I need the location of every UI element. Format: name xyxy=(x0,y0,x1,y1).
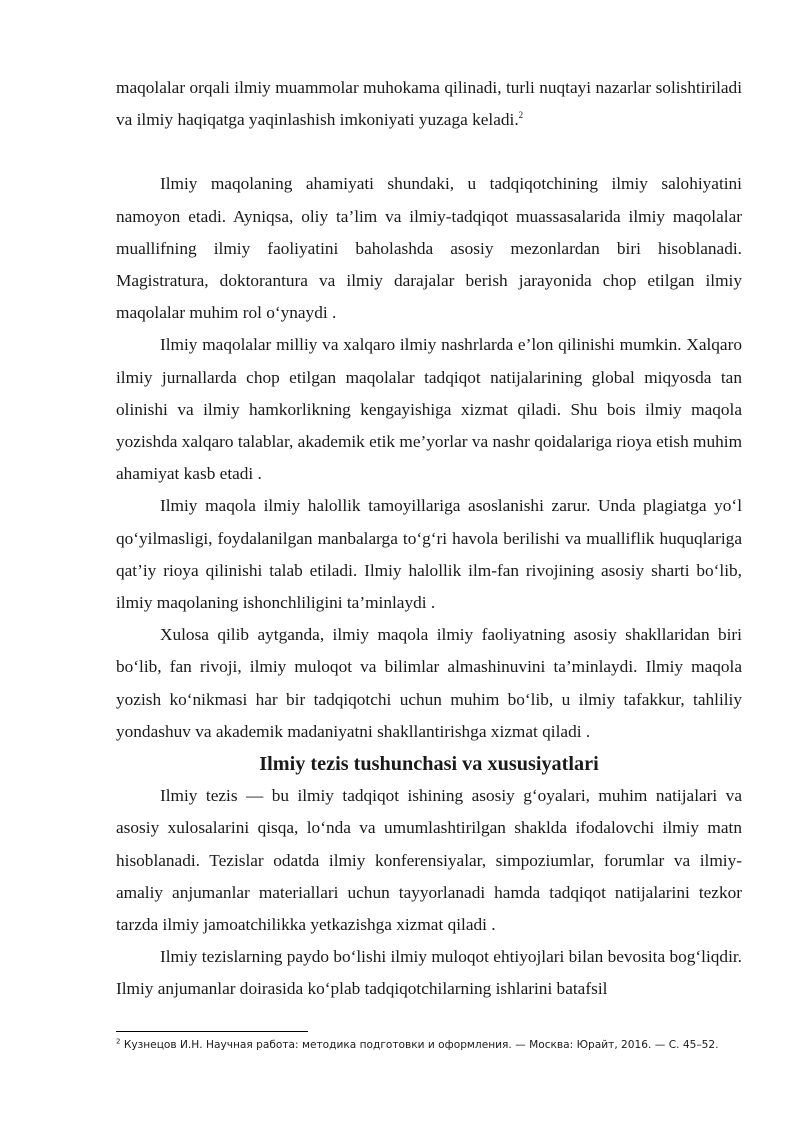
paragraph-continuation xyxy=(116,72,742,136)
footnote-text: Кузнецов И.Н. Научная работа: методика подготовки и оформления. — Москва: Юрайт, 2016. — С. 45–52. xyxy=(120,1039,719,1051)
footnote-number: 2 xyxy=(116,1037,121,1046)
paragraph-text: maqolalar orqali ilmiy muammolar muhokama qilinadi, turli nuqtayi nazarlar solishtiriladi va ilmiy haqiqatga yaqinlashish imkoniyati yuzaga keladi. xyxy=(116,78,742,130)
section-heading: Ilmiy tezis tushunchasi va xususiyatlari xyxy=(259,753,599,776)
paragraph: Ilmiy maqolaning ahamiyati shundaki, u tadqiqotchining ilmiy salohiyatini namoyon etadi. Ayniqsa, oliy ta’lim va ilmiy-tadqiqot muassasalarida ilmiy maqolalar muallifning ilmiy faoliyatini baholashda asosiy mezonlardan biri hisoblanadi. Magistratura, doktorantura va ilmiy darajalar berish jarayonida chop etilgan ilmiy maqolalar muhim rol o‘ynaydi . xyxy=(116,174,742,323)
body-text xyxy=(116,72,742,1006)
paragraph: Ilmiy tezis — bu ilmiy tadqiqot ishining asosiy g‘oyalari, muhim natijalari va asosiy xulosalarini qisqa, lo‘nda va umumlashtirilgan shaklda ifodalovchi ilmiy matn hisoblanadi. Tezislar odatda ilmiy konferensiyalar, simpoziumlar, forumlar va ilmiy-amaliy anjumanlar materiallari uchun tayyorlanadi hamda tadqiqot natijalarini tezkor tarzda ilmiy jamoatchilikka yetkazishga xizmat qiladi . xyxy=(116,786,742,935)
footnote-divider xyxy=(116,1031,308,1032)
paragraph: Ilmiy tezislarning paydo bo‘lishi ilmiy muloqot ehtiyojlari bilan bevosita bog‘liqdir. Ilmiy anjumanlar doirasida ko‘plab tadqiqotchilarning ishlarini batafsil xyxy=(116,947,742,999)
paragraph: Ilmiy maqolalar milliy va xalqaro ilmiy nashrlarda e’lon qilinishi mumkin. Xalqaro ilmiy jurnallarda chop etilgan maqolalar tadqiqot natijalarining global miqyosda tan olinishi va ilmiy hamkorlikning kengayishiga xizmat qiladi. Shu bois ilmiy maqola yozishda xalqaro talablar, akademik etik me’yorlar va nashr qoidalariga rioya etish muhim ahamiyat kasb etadi . xyxy=(116,335,743,484)
paragraph: Xulosa qilib aytganda, ilmiy maqola ilmiy faoliyatning asosiy shakllaridan biri bo‘lib, fan rivoji, ilmiy muloqot va bilimlar almashinuvini ta’minlaydi. Ilmiy maqola yozish ko‘nikmasi har bir tadqiqotchi uchun muhim bo‘lib, u ilmiy tafakkur, tahliliy yondashuv va akademik madaniyatni shakllantirishga xizmat qiladi . xyxy=(116,625,742,741)
footnote-reference[interactable]: 2 xyxy=(518,110,524,121)
paragraph: Ilmiy maqola ilmiy halollik tamoyillariga asoslanishi zarur. Unda plagiatga yo‘l qo‘yilmasligi, foydalanilgan manbalarga to‘g‘ri havola berilishi va mualliflik huquqlariga qat’iy rioya qilinishi talab etiladi. Ilmiy halollik ilm-fan rivojining asosiy sharti bo‘lib, ilmiy maqolaning ishonchliligini ta’minlaydi . xyxy=(116,496,742,613)
footnote xyxy=(116,1039,756,1051)
